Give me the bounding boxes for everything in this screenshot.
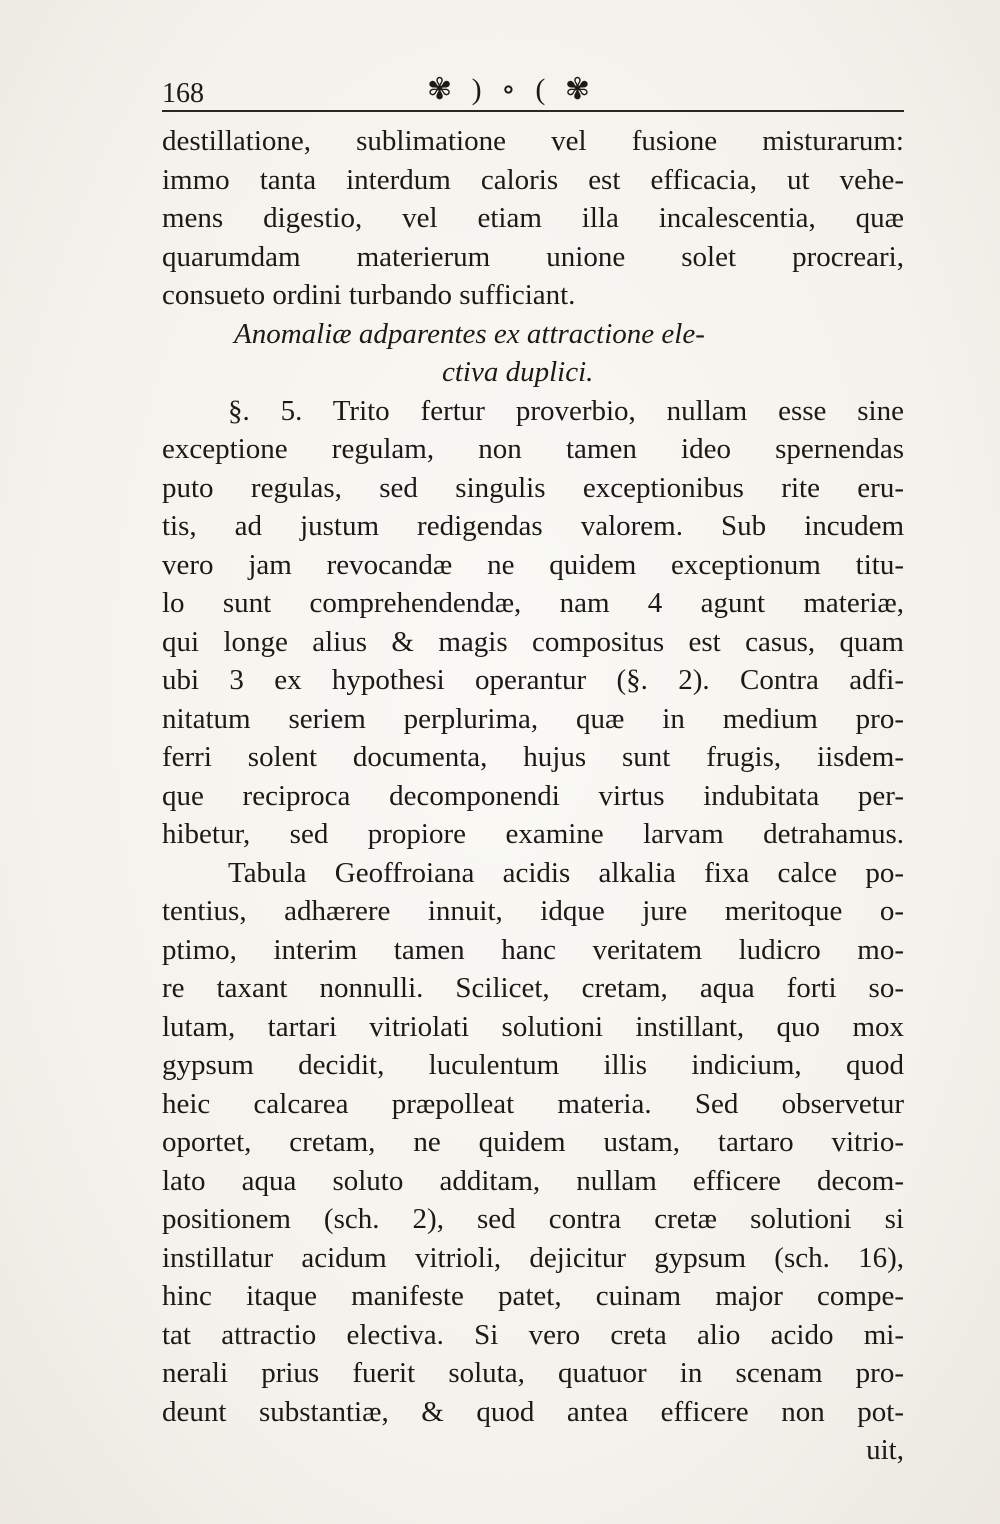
section-heading-line: ctiva duplici. <box>442 356 594 388</box>
text-line: hibetur, sed propiore examine larvam detrahamus. <box>162 818 904 850</box>
text-line: nerali prius fuerit soluta, quatuor in scenam pro- <box>162 1357 904 1389</box>
text-line: uit, <box>866 1434 904 1466</box>
text-line: re taxant nonnulli. Scilicet, cretam, aqua forti so- <box>162 972 904 1004</box>
text-line: oportet, cretam, ne quidem ustam, tartaro vitrio- <box>162 1126 904 1158</box>
page-number: 168 <box>162 78 204 109</box>
text-line: instillatur acidum vitrioli, dejicitur gypsum (sch. 16), <box>162 1241 904 1274</box>
text-line: deunt substantiæ, & quod antea efficere non pot- <box>162 1395 904 1428</box>
text-line: consueto ordini turbando sufficiant. <box>162 279 576 311</box>
text-line: ubi 3 ex hypothesi operantur (§. 2). Contra adfi- <box>162 664 904 696</box>
text-line: exceptione regulam, non tamen ideo spernendas <box>162 433 904 465</box>
body-text <box>162 122 904 1470</box>
text-line: lutam, tartari vitriolati solutioni instillant, quo mox <box>162 1010 904 1043</box>
text-line: quarumdam materierum unione solet procreari, <box>162 240 904 273</box>
text-line: mens digestio, vel etiam illa incalescentia, quæ <box>162 202 904 234</box>
text-line: lato aqua soluto additam, nullam efficere decom- <box>162 1164 904 1197</box>
text-line: nitatum seriem perplurima, quæ in medium pro- <box>162 702 904 735</box>
text-line: destillatione, sublimatione vel fusione misturarum: <box>162 125 904 157</box>
text-line: hinc itaque manifeste patet, cuinam major compe- <box>162 1280 904 1312</box>
text-line: vero jam revocandæ ne quidem exceptionum titu- <box>162 548 904 581</box>
text-line: immo tanta interdum caloris est efficacia, ut vehe- <box>162 163 904 196</box>
header-rule <box>162 110 904 112</box>
text-line: §. 5. Trito fertur proverbio, nullam esse sine <box>228 394 904 427</box>
text-line: Tabula Geoffroiana acidis alkalia fixa calce po- <box>228 856 904 889</box>
text-line: lo sunt comprehendendæ, nam 4 agunt materiæ, <box>162 587 904 619</box>
text-line: gypsum decidit, luculentum illis indicium, quod <box>162 1049 904 1081</box>
text-line: positionem (sch. 2), sed contra cretæ solutioni si <box>162 1203 904 1235</box>
text-line: tis, ad justum redigendas valorem. Sub incudem <box>162 510 904 542</box>
header-ornament: ✾ ) ∘ ( ✾ <box>427 73 596 106</box>
text-line: heic calcarea præpolleat materia. Sed observetur <box>162 1087 904 1120</box>
text-line: puto regulas, sed singulis exceptionibus rite eru- <box>162 471 904 504</box>
text-line: qui longe alius & magis compositus est casus, quam <box>162 625 904 658</box>
page-header <box>162 70 904 114</box>
section-heading-line: Anomaliæ adparentes ex attractione ele- <box>234 317 705 350</box>
text-line: tat attractio electiva. Si vero creta alio acido mi- <box>162 1318 904 1351</box>
text-line: ptimo, interim tamen hanc veritatem ludicro mo- <box>162 933 904 966</box>
text-line: que reciproca decomponendi virtus indubitata per- <box>162 779 904 812</box>
text-line: tentius, adhærere innuit, idque jure meritoque o- <box>162 895 904 927</box>
text-line: ferri solent documenta, hujus sunt frugis, iisdem- <box>162 741 904 773</box>
